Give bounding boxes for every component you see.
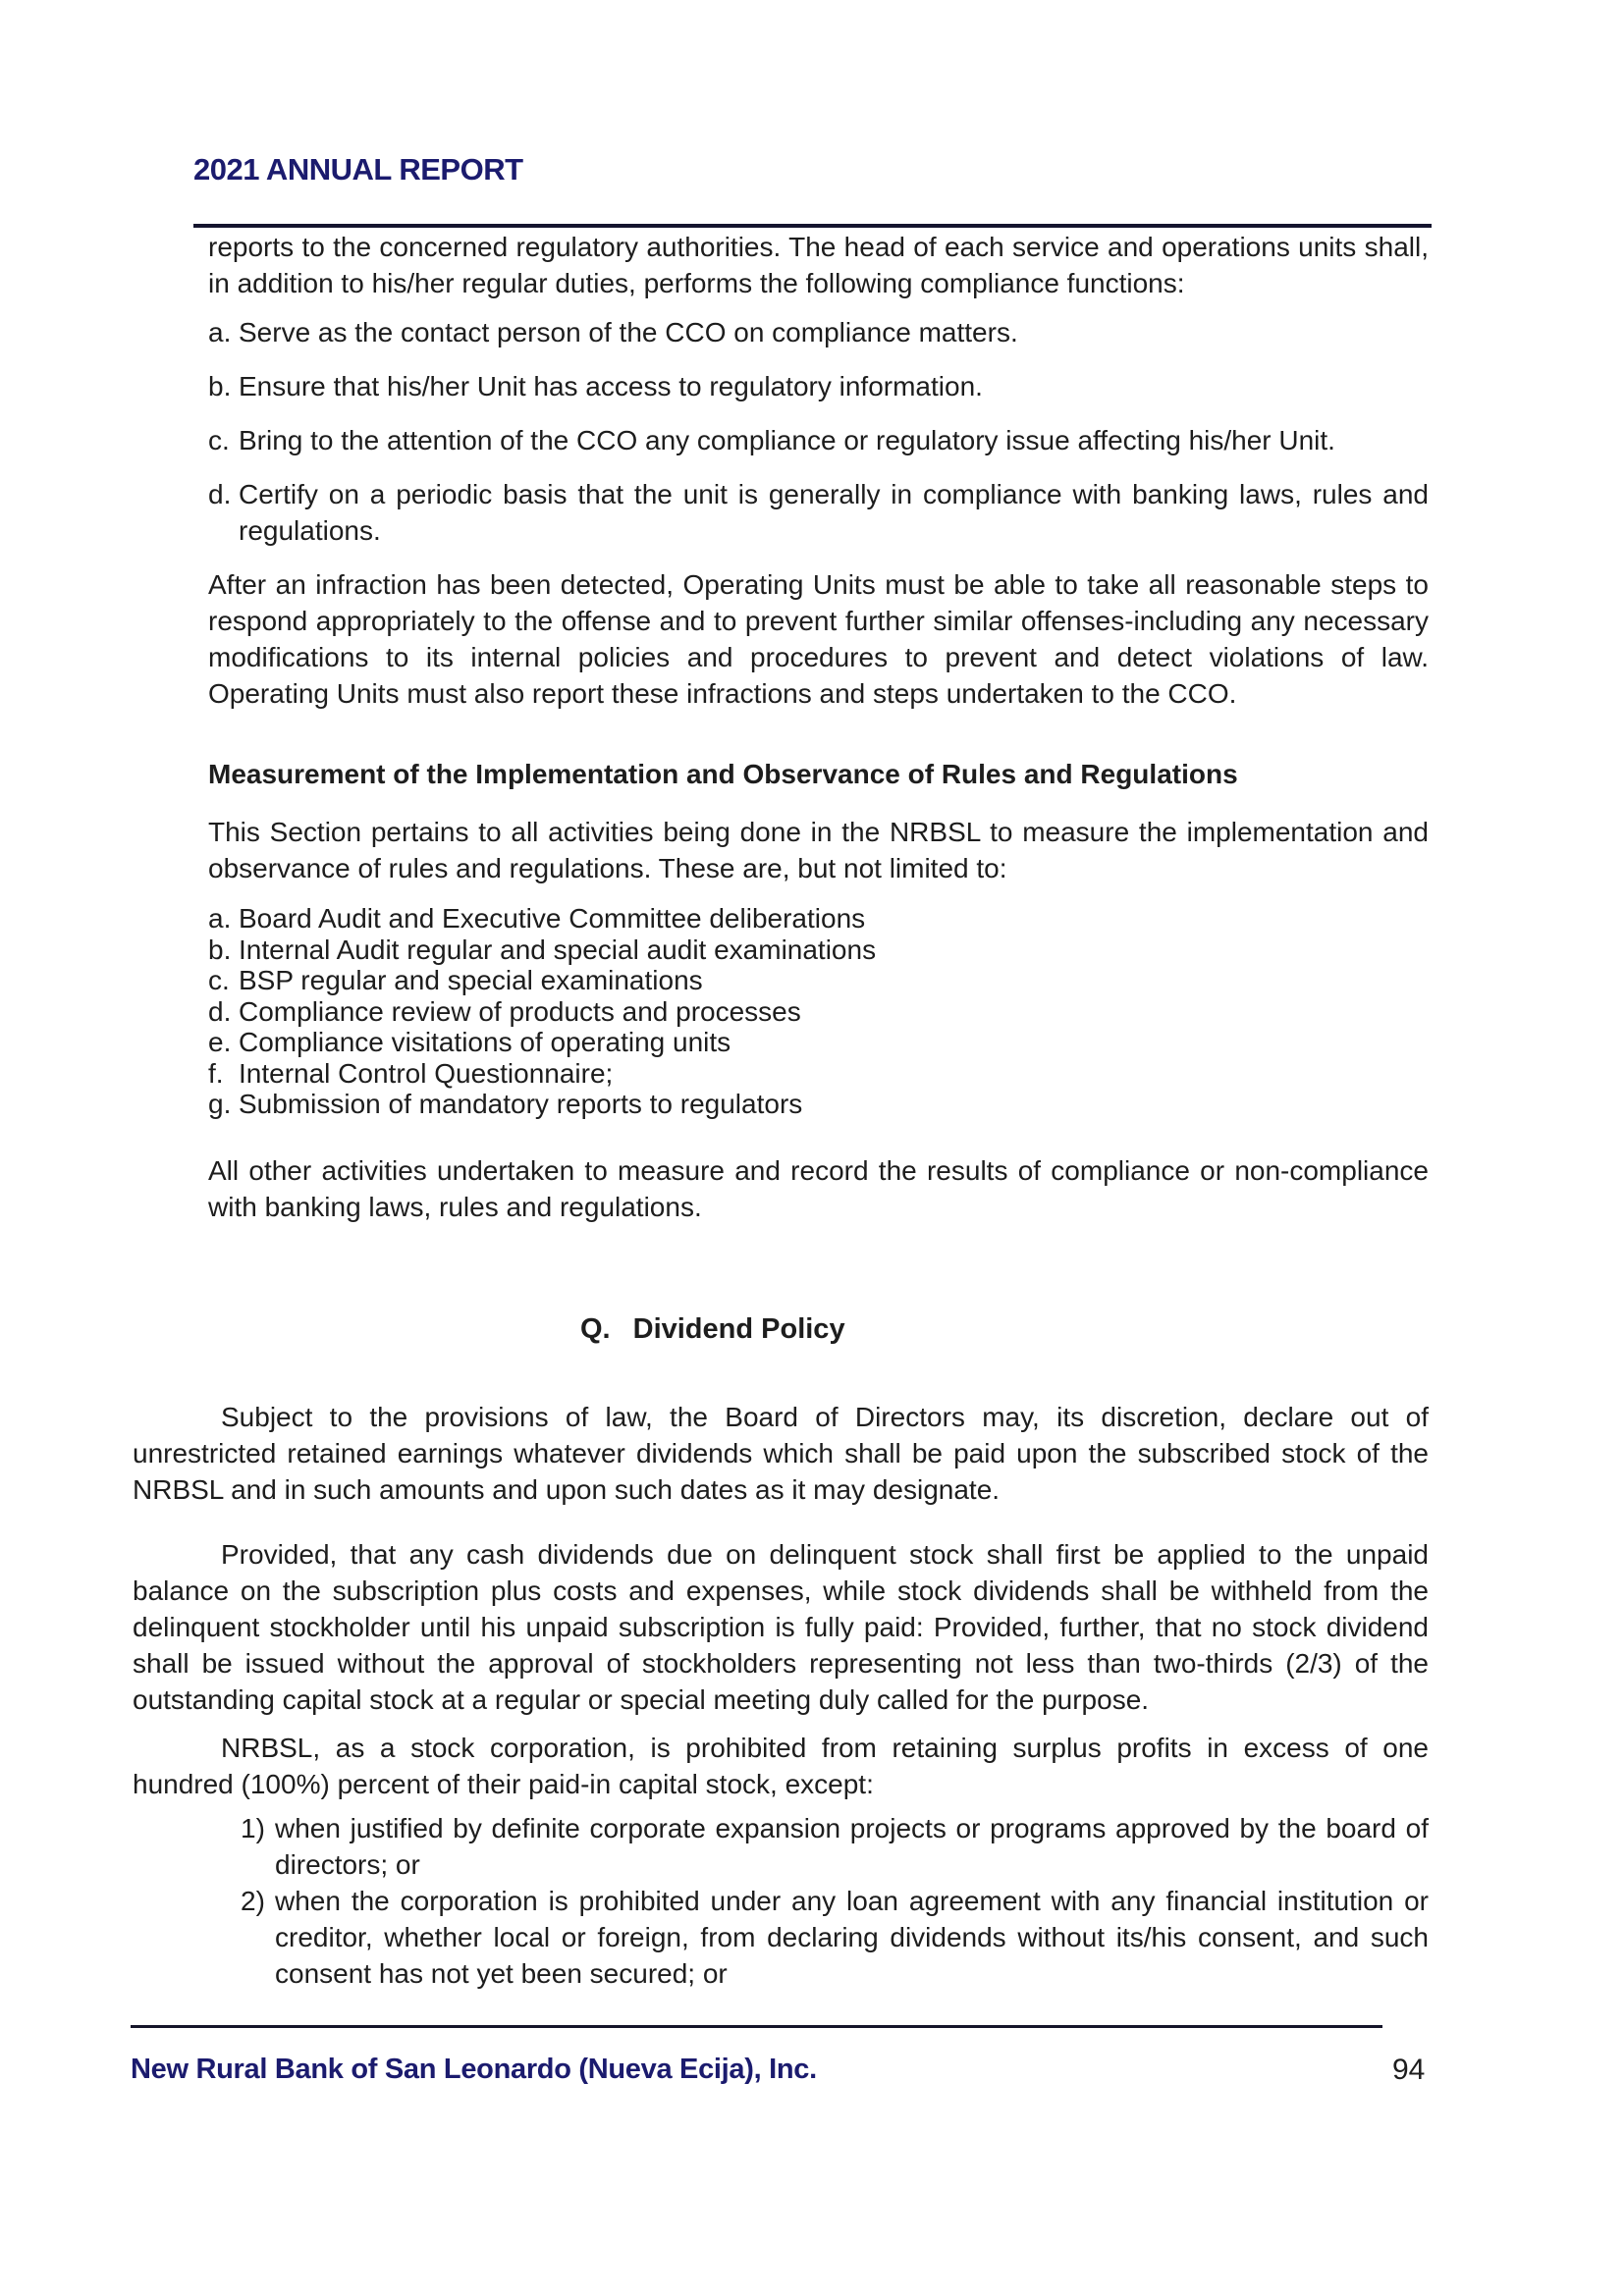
dividend-paragraph-subject: Subject to the provisions of law, the Board of Directors may, its discretion, declare out of unrestricted retained earnings whatever dividends which shall be paid upon the subscribed stock of the NRBSL and in such amounts and upon such dates as it may designate. [133, 1401, 1429, 1505]
list-item [241, 1810, 1429, 1883]
list-item [208, 903, 1429, 934]
list-item-text: BSP regular and special examinations [239, 965, 703, 995]
list-item [208, 476, 1429, 549]
dividend-policy-heading [580, 1311, 845, 1348]
list-marker: b. [208, 934, 232, 965]
list-marker: g. [208, 1089, 232, 1119]
list-marker: 2) [241, 1885, 265, 1916]
list-marker: b. [208, 371, 232, 401]
list-item-text: when justified by definite corporate expansion projects or programs approved by the board of directors; or [275, 1812, 1429, 1880]
footer-divider [131, 2025, 1382, 2028]
list-marker: f. [208, 1057, 224, 1089]
intro-paragraph: reports to the concerned regulatory authorities. The head of each service and operations units shall, in addition to his/her regular duties, performs the following compliance functions: [208, 232, 1429, 298]
measurement-activities-list [208, 903, 1429, 1120]
list-item [208, 368, 1429, 404]
dividend-paragraph-provided: Provided, that any cash dividends due on delinquent stock shall first be applied to the unpaid balance on the subscription plus costs and expenses, while stock dividends shall be withheld from the delinquent stockholder until his unpaid subscription is fully paid: Provided, further, that no stock dividend shall be issued without the approval of stockholders representing not less than two-thirds (2/3) of the outstanding capital stock at a regular or special meeting duly called for the purpose. [133, 1538, 1429, 1715]
dividend-exceptions-list [241, 1810, 1429, 1992]
list-item-text: Bring to the attention of the CCO any compliance or regulatory issue affecting his/her Unit. [239, 425, 1335, 455]
list-marker: c. [208, 965, 230, 995]
list-marker: c. [208, 425, 230, 455]
page-content [0, 229, 1624, 1992]
list-item [241, 1883, 1429, 1992]
list-marker: e. [208, 1027, 232, 1057]
page-title: 2021 ANNUAL REPORT [193, 152, 523, 187]
list-item-text: Submission of mandatory reports to regulators [239, 1089, 803, 1119]
list-marker: 1) [241, 1812, 265, 1843]
compliance-functions-list [208, 314, 1429, 549]
list-item-text: Compliance visitations of operating units [239, 1027, 731, 1057]
list-item [208, 1058, 1429, 1090]
page-number: 94 [1392, 2054, 1426, 2086]
heading-marker: Q. [580, 1312, 611, 1345]
measurement-closing-paragraph: All other activities undertaken to measure and record the results of compliance or non-compliance with banking laws, rules and regulations. [208, 1154, 1429, 1222]
list-item-text: Board Audit and Executive Committee deliberations [239, 903, 866, 934]
list-item [208, 965, 1429, 996]
list-item-text: Certify on a periodic basis that the unit is generally in compliance with banking laws, rules and regulations. [239, 479, 1429, 546]
list-item [208, 1027, 1429, 1058]
list-item [208, 934, 1429, 966]
list-item-text: Ensure that his/her Unit has access to regulatory information. [239, 371, 983, 401]
list-item-text: Compliance review of products and processes [239, 995, 801, 1027]
list-item-text: Serve as the contact person of the CCO on compliance matters. [239, 317, 1018, 347]
footer-bank-name: New Rural Bank of San Leonardo (Nueva Ecija), Inc. [131, 2054, 817, 2085]
list-marker: a. [208, 903, 232, 934]
infraction-paragraph: After an infraction has been detected, Operating Units must be able to take all reasonable steps to respond appropriately to the offense and to prevent further similar offenses-including any necessary modifications to its internal policies and procedures to prevent and detect violations of law. Operating Units must also report these infractions and steps undertaken to the CCO. [208, 569, 1429, 709]
list-marker: a. [208, 317, 232, 347]
list-item-text: when the corporation is prohibited under any loan agreement with any financial institution or creditor, whether local or foreign, from declaring dividends without its/his consent, and such consent has not yet been secured; or [275, 1885, 1429, 1989]
list-marker: d. [208, 479, 232, 509]
header-divider [193, 224, 1432, 228]
measurement-intro-paragraph: This Section pertains to all activities being done in the NRBSL to measure the implementation and observance of rules and regulations. These are, but not limited to: [208, 817, 1429, 883]
list-item-text: Internal Audit regular and special audit examinations [239, 934, 877, 965]
list-item [208, 422, 1429, 458]
list-item [208, 996, 1429, 1028]
list-item [208, 1089, 1429, 1120]
list-item [208, 314, 1429, 350]
measurement-section-heading: Measurement of the Implementation and Observance of Rules and Regulations [208, 759, 1238, 789]
heading-text: Dividend Policy [632, 1312, 845, 1345]
dividend-paragraph-nrbsl: NRBSL, as a stock corporation, is prohibited from retaining surplus profits in excess of one hundred (100%) percent of their paid-in capital stock, except: [133, 1732, 1429, 1799]
list-item-text: Internal Control Questionnaire; [239, 1057, 614, 1089]
list-marker: d. [208, 995, 232, 1027]
